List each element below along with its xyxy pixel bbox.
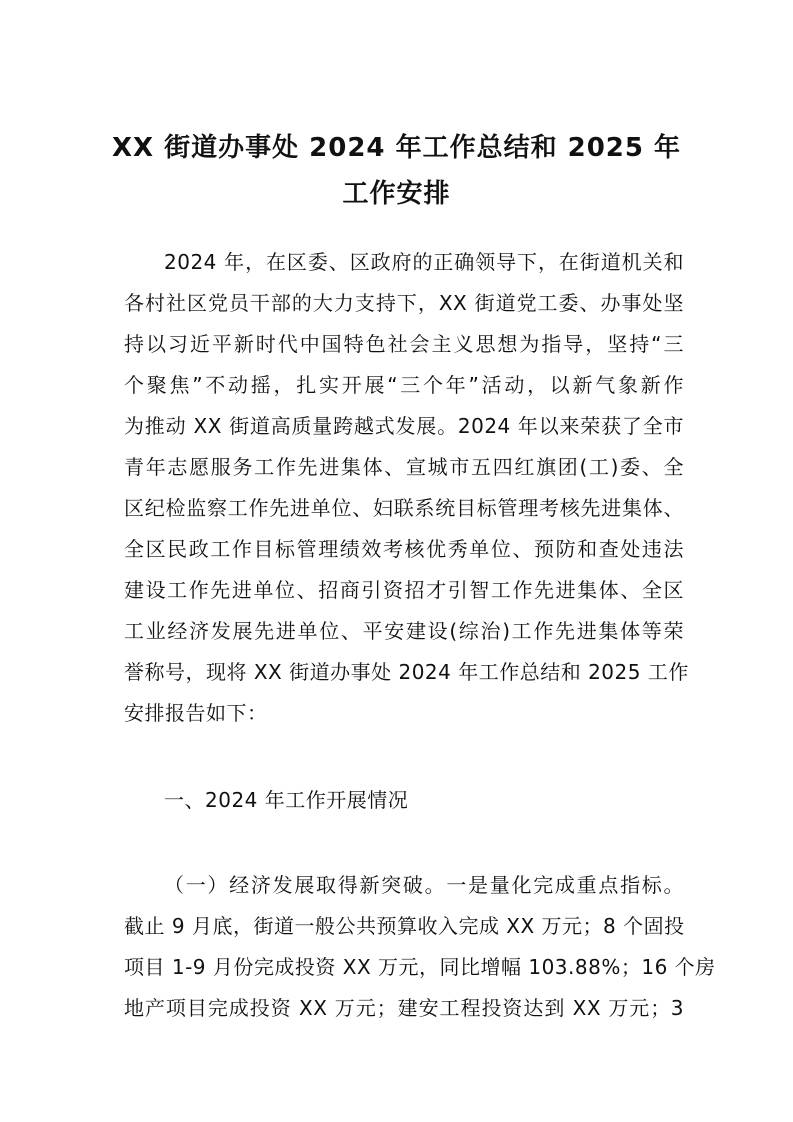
document-title-line-1: XX 街道办事处 2024 年工作总结和 2025 年 [111,133,682,163]
document-title-line-2: 工作安排 [342,179,451,209]
paragraph-line: 截止 9 月底，街道一般公共预算收入完成 XX 万元；8 个固投 [124,914,685,938]
paragraph-line: 持以习近平新时代中国特色社会主义思想为指导，坚持“三 [124,332,684,356]
paragraph-line: 安排报告如下： [124,701,268,725]
paragraph-line: 地产项目完成投资 XX 万元；建安工程投资达到 XX 万元；3 [124,996,684,1020]
paragraph-line: 全区民政工作目标管理绩效考核优秀单位、预防和查处违法 [124,537,684,561]
paragraph-line: 个聚焦”不动摇，扎实开展“三个年”活动，以新气象新作 [124,373,684,397]
paragraph-line: 项目 1-9 月份完成投资 XX 万元，同比增幅 103.88%；16 个房 [124,955,716,979]
paragraph-line: 2024 年，在区委、区政府的正确领导下，在街道机关和 [164,250,684,274]
paragraph-line: 为推动 XX 街道高质量跨越式发展。2024 年以来荣获了全市 [124,414,684,438]
paragraph-line: 誉称号，现将 XX 街道办事处 2024 年工作总结和 2025 工作 [124,660,689,684]
paragraph-line: （一）经济发展取得新突破。一是量化完成重点指标。 [164,873,684,897]
section-heading: 一、2024 年工作开展情况 [164,788,409,812]
paragraph-line: 各村社区党员干部的大力支持下，XX 街道党工委、办事处坚 [124,291,684,315]
paragraph-line: 青年志愿服务工作先进集体、宣城市五四红旗团(工)委、全 [124,455,684,479]
paragraph-line: 区纪检监察工作先进单位、妇联系统目标管理考核先进集体、 [124,496,684,520]
paragraph-line: 建设工作先进单位、招商引资招才引智工作先进集体、全区 [124,578,684,602]
paragraph-line: 工业经济发展先进单位、平安建设(综治)工作先进集体等荣 [124,619,684,643]
